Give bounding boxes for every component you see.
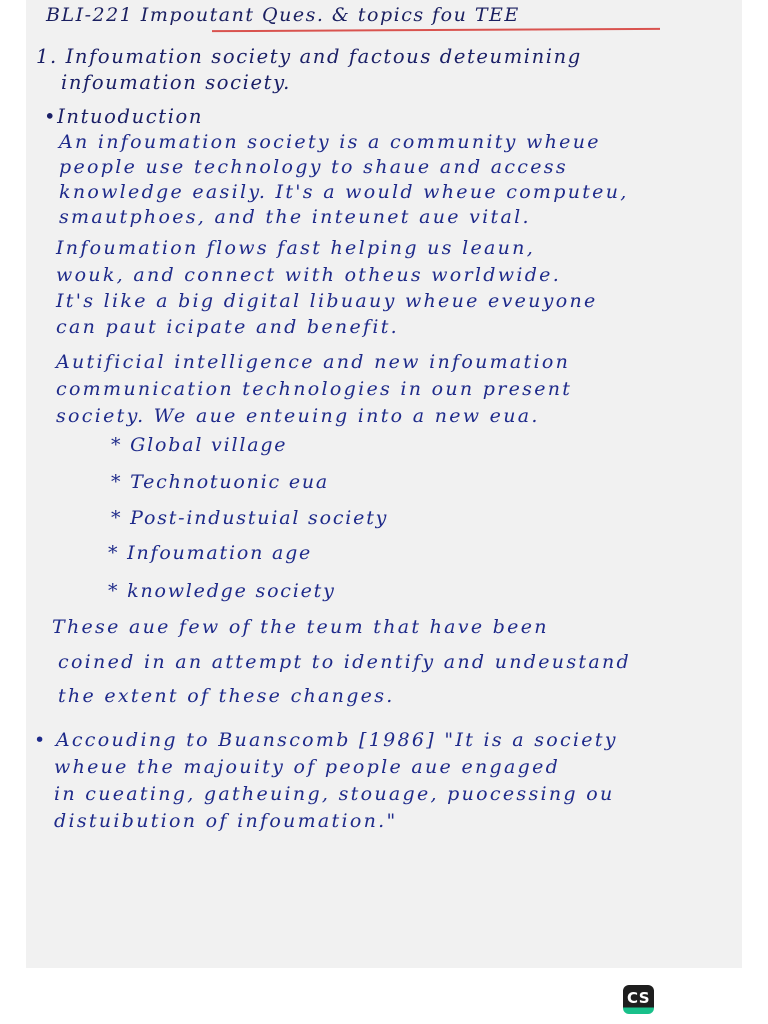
notebook-page bbox=[26, 0, 742, 968]
era-item: * Post-industuial society bbox=[111, 507, 389, 529]
quote-line-2: wheue the majouity of people aue engaged bbox=[54, 756, 561, 778]
introduction-label: •Intuoduction bbox=[44, 105, 204, 128]
para1-line-1: An infoumation society is a community wheue bbox=[59, 131, 601, 153]
quote-line-1: • Accouding to Buanscomb [1986] "It is a society bbox=[34, 729, 618, 751]
era-item: * Infoumation age bbox=[108, 542, 313, 564]
para1-line-3: knowledge easily. It's a would wheue computeu, bbox=[59, 181, 629, 203]
camscanner-logo-icon: CS bbox=[623, 985, 654, 1014]
title-underline bbox=[212, 28, 660, 32]
para2-line-4: can paut icipate and benefit. bbox=[56, 316, 399, 338]
para4-line-1: These aue few of the teum that have been bbox=[52, 616, 549, 638]
para1-line-4: smautphoes, and the inteunet aue vital. bbox=[59, 206, 531, 228]
era-item: * knowledge society bbox=[108, 580, 336, 602]
para3-line-1: Autificial intelligence and new infoumation bbox=[56, 351, 571, 373]
para1-line-2: people use technology to shaue and access bbox=[59, 156, 568, 178]
era-item: * Global village bbox=[111, 434, 288, 456]
question-heading-line-1: 1. Infoumation society and factous deteumining bbox=[36, 45, 582, 68]
para3-line-2: communication technologies in oun present bbox=[56, 378, 573, 400]
question-heading-line-2: infoumation society. bbox=[61, 71, 291, 94]
page-title: BLI-221 Impoutant Ques. & topics fou TEE bbox=[46, 4, 520, 26]
para2-line-2: wouk, and connect with otheus worldwide. bbox=[56, 264, 562, 286]
para2-line-3: It's like a big digital libuauy wheue eveuyone bbox=[56, 290, 598, 312]
quote-line-4: distuibution of infoumation." bbox=[54, 810, 398, 832]
era-item: * Technotuonic eua bbox=[111, 471, 330, 493]
para4-line-2: coined in an attempt to identify and undeustand bbox=[58, 651, 631, 673]
quote-line-3: in cueating, gatheuing, stouage, puocessing ou bbox=[54, 783, 615, 805]
para3-line-3: society. We aue enteuing into a new eua. bbox=[56, 405, 540, 427]
para2-line-1: Infoumation flows fast helping us leaun, bbox=[56, 237, 536, 259]
para4-line-3: the extent of these changes. bbox=[58, 685, 395, 707]
